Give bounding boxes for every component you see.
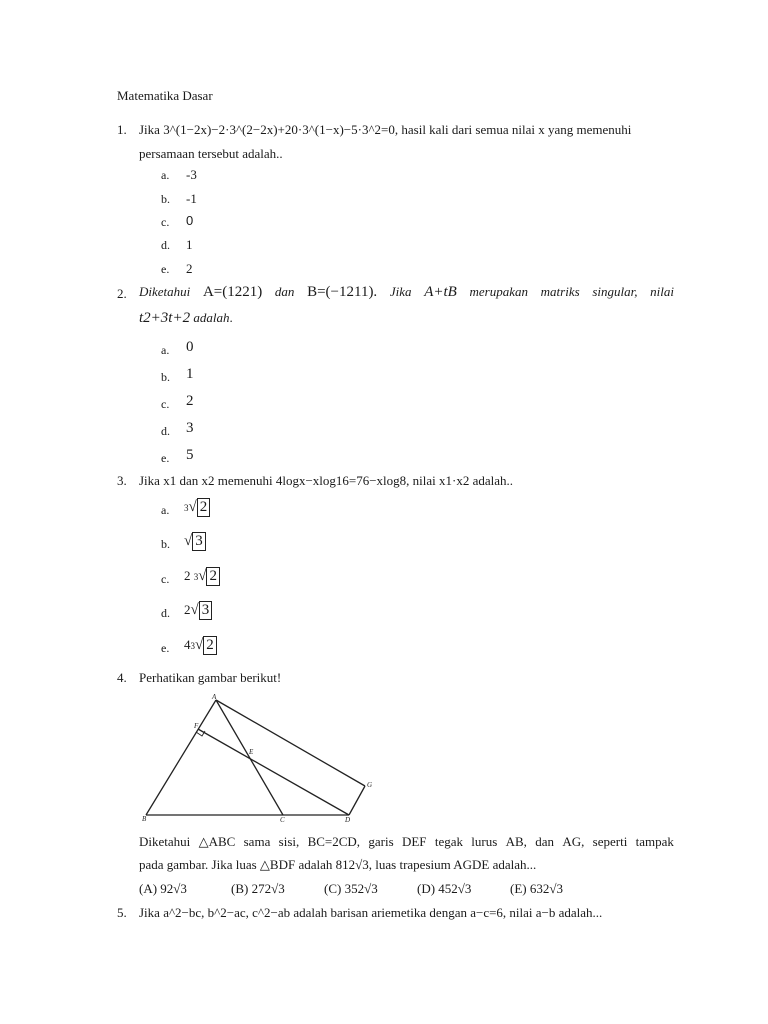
q2-word: nilai [650,284,674,299]
q3-option-b [184,532,206,551]
sqrt-icon: √ [195,637,204,653]
q3-option-a-radicand: 2 [197,498,211,517]
q3-text: Jika x1 dan x2 memenuhi 4logx−xlog16=76−xlog8, nilai x1·x2 adalah.. [139,473,514,488]
q1-text-line1: Jika 3^(1−2x)−2·3^(2−2x)+20·3^(1−x)−5·3^2=0, hasil kali dari semua nilai x yang memenuhi [139,122,632,137]
q1-option-a: -3 [186,167,197,182]
q3-number: 3. [117,473,127,488]
q3-option-e [184,636,217,655]
q2-word: adalah [193,310,230,325]
q2-text-line2 [139,310,233,327]
q2-matrix-a: A=(1221) [202,284,263,300]
q1-option-b-letter: b. [161,192,170,206]
q4-word: DEF [401,834,427,849]
q2-option-e: 5 [186,447,194,463]
line-ag [216,700,365,786]
q4-word: Diketahui [139,834,191,849]
q3-option-c-radicand: 2 [206,567,220,586]
q3-option-c-index: 3 [193,572,199,582]
q4-choice-b: (B) 272√3 [231,881,285,896]
q1-option-a-letter: a. [161,168,170,182]
segment-gd [349,786,365,815]
sqrt-icon: √ [190,602,199,618]
q1-text-line2: persamaan tersebut adalah.. [139,146,283,161]
q4-word: seperti [592,834,628,849]
label-d: D [345,816,351,822]
line-def [198,729,349,815]
q2-option-a: 0 [186,339,194,355]
q2-period: . [229,310,233,325]
label-f: F [194,722,199,730]
q2-option-a-letter: a. [161,343,170,357]
q3-option-e-radicand: 2 [203,636,217,655]
q3-option-e-letter: e. [161,641,170,655]
q3-option-a-index: 3 [184,503,189,513]
q2-expression: A+tB [424,284,457,300]
q4-choice-d: (D) 452√3 [417,881,472,896]
label-a: A [212,693,217,701]
q2-word: singular, [592,284,638,299]
q1-option-d: 1 [186,237,193,252]
q4-choice-e: (E) 632√3 [510,881,563,896]
q2-option-e-letter: e. [161,451,170,465]
q4-word: lurus [471,834,498,849]
q1-option-d-letter: d. [161,238,170,252]
q1-option-c-letter: c. [161,215,170,229]
q3-option-a-letter: a. [161,503,170,517]
q1-option-e: 2 [186,261,193,276]
page-title: Matematika Dasar [117,88,213,103]
q2-word: Jika [389,284,412,299]
q3-option-d-radicand: 3 [199,601,213,620]
q2-word: Diketahui [139,284,191,299]
q2-text-line1 [139,284,674,301]
side-ab [146,700,216,815]
q3-option-c [184,567,220,586]
q3-option-b-radicand: 3 [192,532,206,551]
sqrt-icon: √ [198,568,207,584]
side-ac [216,700,283,815]
label-g: G [367,781,373,789]
triangle-figure [139,690,379,822]
q4-word: sama [243,834,271,849]
q2-word: merupakan [469,284,528,299]
label-e: E [249,748,254,756]
q3-option-d-letter: d. [161,606,170,620]
q4-text: Perhatikan gambar berikut! [139,670,282,685]
q4-desc-line2: pada gambar. Jika luas △BDF adalah 812√3, luas trapesium AGDE adalah... [139,857,537,872]
q2-option-d: 3 [186,420,194,436]
q3-option-d-coef: 2 [184,602,191,617]
q4-word: AB, [505,834,527,849]
q4-word: garis [368,834,394,849]
q3-option-e-index: 3 [190,641,195,651]
q4-word: △ABC [198,834,236,849]
label-c: C [280,816,285,822]
sqrt-icon: √ [184,533,193,549]
q4-word: AG, [562,834,585,849]
q3-option-c-letter: c. [161,572,170,586]
q1-option-c: 0 [186,213,194,228]
q2-word: dan [274,284,295,299]
q1-number: 1. [117,122,127,137]
q3-option-e-coef: 4 [184,637,191,652]
q4-word: dan [535,834,555,849]
q3-option-d [184,601,212,620]
q4-word: BC=2CD, [307,834,361,849]
q4-number: 4. [117,670,127,685]
q3-option-b-letter: b. [161,537,170,551]
q2-option-c: 2 [186,393,194,409]
q4-desc-line1 [139,834,674,850]
sqrt-icon: √ [188,499,197,515]
q2-option-b-letter: b. [161,370,170,384]
q2-matrix-b: B=(−1211). [307,284,378,300]
q3-option-a [184,498,210,517]
q4-choice-c: (C) 352√3 [324,881,378,896]
q2-option-b: 1 [186,366,194,382]
q1-option-b: -1 [186,191,197,206]
q4-word: tampak [635,834,674,849]
q2-number: 2. [117,286,127,301]
q2-polynomial: t2+3t+2 [139,310,191,326]
q1-option-e-letter: e. [161,262,170,276]
q2-word: matriks [540,284,580,299]
q2-option-d-letter: d. [161,424,170,438]
q4-word: tegak [434,834,463,849]
q4-choice-a: (A) 92√3 [139,881,187,896]
q3-option-c-coef: 2 [184,568,194,583]
label-b: B [142,815,147,822]
q5-text: Jika a^2−bc, b^2−ac, c^2−ab adalah barisan ariemetika dengan a−c=6, nilai a−b adalah... [139,905,603,920]
q2-option-c-letter: c. [161,397,170,411]
q4-word: sisi, [278,834,300,849]
q5-number: 5. [117,905,127,920]
